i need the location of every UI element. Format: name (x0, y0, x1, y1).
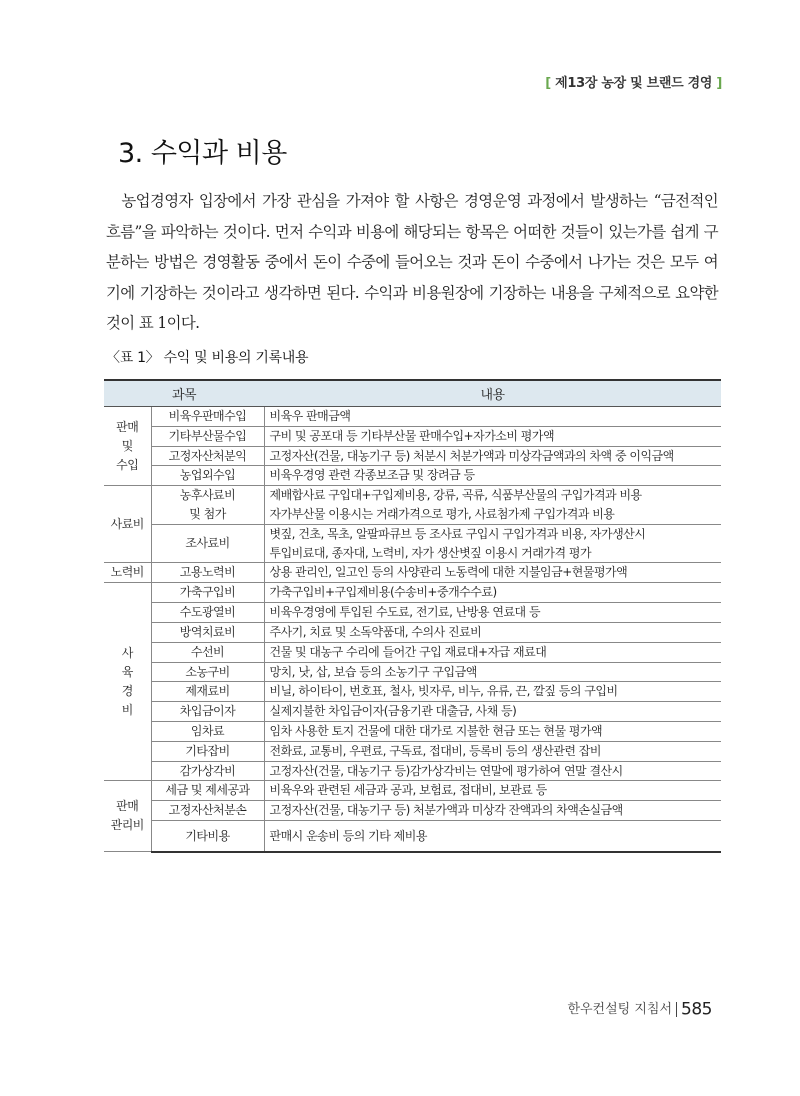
table-row (104, 662, 721, 682)
desc-cell: 가축구입비+구입제비용(수송비+중개수수료) (264, 583, 721, 603)
table-row (104, 741, 721, 761)
desc-cell: 주사기, 치료 및 소독약품대, 수의사 진료비 (264, 622, 721, 642)
desc-cell: 비닐, 하이타이, 번호표, 철사, 빗자루, 비누, 유류, 끈, 깔짚 등의 구입비 (264, 682, 721, 702)
table-row (104, 721, 721, 741)
table-row (104, 801, 721, 821)
item-cell (151, 486, 264, 525)
item-cell: 고용노력비 (151, 563, 264, 583)
desc-cell: 임차 사용한 토지 건물에 대한 대가로 지불한 현금 또는 현물 평가액 (264, 721, 721, 741)
table-row (104, 820, 721, 852)
cell-line: 사료비 (110, 516, 144, 531)
section-title: 3. 수익과 비용 (118, 138, 287, 169)
page-footer (567, 998, 712, 1020)
table-row (104, 781, 721, 801)
group-labor (104, 563, 151, 583)
item-cell: 방역치료비 (151, 622, 264, 642)
footer-separator (676, 1002, 677, 1017)
cell-line: 볏짚, 건초, 목초, 알팔파큐브 등 조사료 구입시 구입가격과 비용, 자가생산시 (269, 526, 646, 541)
table-caption: 〈표 1〉 수익 및 비용의 기록내용 (106, 350, 309, 366)
cell-line: 농후사료비 (179, 488, 236, 503)
table-row (104, 761, 721, 781)
item-cell: 수도광열비 (151, 603, 264, 623)
chapter-header-bracket-open: [ (545, 76, 551, 91)
desc-cell: 고정자산(건물, 대농기구 등)감가상각비는 연말에 평가하여 연말 결산시 (264, 761, 721, 781)
cell-line: 및 (121, 438, 133, 453)
table-row (104, 583, 721, 603)
item-cell: 제재료비 (151, 682, 264, 702)
cell-line: 제배합사료 구입대+구입제비용, 강류, 곡류, 식품부산물의 구입가격과 비용 (269, 488, 642, 503)
item-cell: 고정자산처분익 (151, 446, 264, 466)
group-rearing (104, 583, 151, 781)
item-cell: 비육우판매수입 (151, 407, 264, 427)
item-cell: 조사료비 (151, 524, 264, 563)
cell-line: 판매 (116, 799, 139, 814)
cell-line: 경 (121, 683, 133, 698)
desc-cell: 실제지불한 차입금이자(금융기관 대출금, 사채 등) (264, 702, 721, 722)
table-row (104, 642, 721, 662)
table-row (104, 426, 721, 446)
table-row (104, 603, 721, 623)
cell-line: 및 첨가 (189, 506, 226, 521)
item-cell: 기타비용 (151, 820, 264, 852)
chapter-header (545, 72, 722, 91)
desc-cell: 고정자산(건물, 대농기구 등) 처분가액과 미상각 잔액과의 차액손실금액 (264, 801, 721, 821)
page-number: 585 (681, 999, 712, 1020)
desc-cell: 비육우경영 관련 각종보조금 및 장려금 등 (264, 466, 721, 486)
item-cell: 농업외수입 (151, 466, 264, 486)
desc-cell: 비육우와 관련된 세금과 공과, 보험료, 접대비, 보관료 등 (264, 781, 721, 801)
footer-book-title: 한우컨설팅 지침서 (567, 1002, 673, 1017)
desc-cell: 판매시 운송비 등의 기타 제비용 (264, 820, 721, 852)
cell-line: 육 (121, 664, 133, 679)
body-paragraph (106, 186, 718, 339)
desc-cell: 건물 및 대농구 수리에 들어간 구입 재료대+자급 재료대 (264, 642, 721, 662)
cell-line: 수입 (116, 457, 139, 472)
item-cell: 세금 및 제세공과 (151, 781, 264, 801)
desc-cell: 전화료, 교통비, 우편료, 구독료, 접대비, 등록비 등의 생산관련 잡비 (264, 741, 721, 761)
cell-line: 자가부산물 이용시는 거래가격으로 평가, 사료첨가제 구입가격과 비용 (269, 506, 615, 521)
desc-cell: 비육우경영에 투입된 수도료, 전기료, 난방용 연료대 등 (264, 603, 721, 623)
table-row (104, 466, 721, 486)
item-cell: 고정자산처분손 (151, 801, 264, 821)
header-subject: 과목 (104, 380, 264, 407)
desc-cell (264, 524, 721, 563)
item-cell: 기타부산물수입 (151, 426, 264, 446)
item-cell: 수선비 (151, 642, 264, 662)
table-row (104, 622, 721, 642)
table-row (104, 486, 721, 525)
header-content: 내용 (264, 380, 721, 407)
table-header-row (104, 380, 721, 407)
item-cell: 소농구비 (151, 662, 264, 682)
cell-line: 노력비 (110, 565, 144, 580)
item-cell: 기타잡비 (151, 741, 264, 761)
group-sales (104, 407, 151, 486)
chapter-header-text: 제13장 농장 및 브랜드 경영 (555, 76, 713, 91)
paragraph-text: 농업경영자 입장에서 가장 관심을 가져야 할 사항은 경영운영 과정에서 발생하는 “금전적인 흐름”을 파악하는 것이다. 먼저 수익과 비용에 해당되는 항목은 어떠한 것들이 있는가를 쉽게 구분하는 방법은 경영활동 중에서 돈이 수중에 들어오는 것과 돈이 수중에서 나가는 것은 모두 여기에 기장하는 것이라고 생각하면 된다. 수익과 비용원장에 기장하는 내용을 구체적으로 요약한 것이 표 1이다. (106, 192, 718, 332)
chapter-header-bracket-close: ] (716, 76, 722, 91)
desc-cell: 고정자산(건물, 대농기구 등) 처분시 처분가액과 미상각금액과의 차액 중 이익금액 (264, 446, 721, 466)
desc-cell: 비육우 판매금액 (264, 407, 721, 427)
table-row (104, 702, 721, 722)
revenue-cost-table (104, 379, 721, 853)
desc-cell: 망치, 낫, 삽, 보습 등의 소농기구 구입금액 (264, 662, 721, 682)
desc-cell (264, 486, 721, 525)
desc-cell: 구비 및 공포대 등 기타부산물 판매수입+자가소비 평가액 (264, 426, 721, 446)
item-cell: 감가상각비 (151, 761, 264, 781)
cell-line: 투입비료대, 종자대, 노력비, 자가 생산볏짚 이용시 거래가격 평가 (269, 545, 592, 560)
cell-line: 판매 (116, 419, 139, 434)
item-cell: 차입금이자 (151, 702, 264, 722)
table-row (104, 407, 721, 427)
cell-line: 관리비 (110, 818, 144, 833)
group-feed (104, 486, 151, 563)
item-cell: 가축구입비 (151, 583, 264, 603)
cell-line: 사 (121, 645, 133, 660)
table-row (104, 446, 721, 466)
table-row (104, 524, 721, 563)
desc-cell: 상용 관리인, 일고인 등의 사양관리 노동력에 대한 지불임금+현물평가액 (264, 563, 721, 583)
table-row (104, 563, 721, 583)
item-cell: 임차료 (151, 721, 264, 741)
group-admin (104, 781, 151, 852)
cell-line: 비 (121, 702, 133, 717)
table-row (104, 682, 721, 702)
